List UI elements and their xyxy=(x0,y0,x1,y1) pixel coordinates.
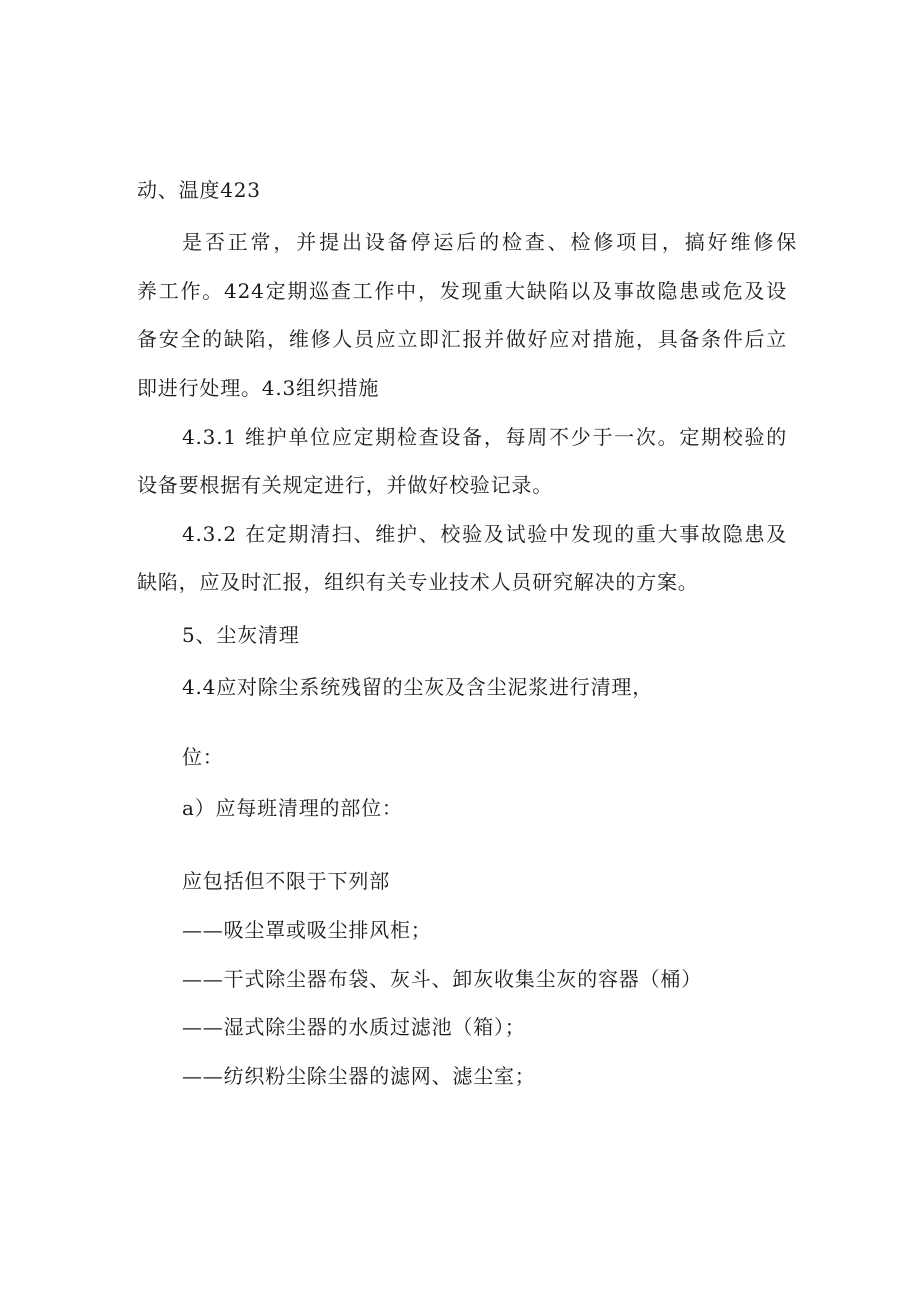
text-line-9: 缺陷，应及时汇报，组织有关专业技术人员研究解决的方案。 xyxy=(137,570,699,594)
list-item-3: ——湿式除尘器的水质过滤池（箱）； xyxy=(182,1015,526,1039)
text-line-5: 即进行处理。4.3组织措施 xyxy=(137,376,380,400)
list-item-2: ——干式除尘器布袋、灰斗、卸灰收集尘灰的容器（桶） xyxy=(182,967,702,991)
text-line-2: 是否正常，并提出设备停运后的检查、检修项目，搞好维修保 xyxy=(182,230,797,254)
text-line-6: 4.3.1 维护单位应定期检查设备，每周不少于一次。定期校验的 xyxy=(182,425,787,449)
text-line-12: 位： xyxy=(182,745,224,769)
text-line-4: 备安全的缺陷，维修人员应立即汇报并做好应对措施，具备条件后立 xyxy=(137,327,787,351)
list-heading: a）应每班清理的部位： xyxy=(182,796,403,820)
text-line-1: 动、温度423 xyxy=(137,178,261,202)
text-line-7: 设备要根据有关规定进行，并做好校验记录。 xyxy=(137,473,553,497)
text-line-3: 养工作。424定期巡查工作中，发现重大缺陷以及事故隐患或危及设 xyxy=(137,279,787,303)
text-line-8: 4.3.2 在定期清扫、维护、校验及试验中发现的重大事故隐患及 xyxy=(182,522,787,546)
list-item-4: ——纺织粉尘除尘器的滤网、滤尘室； xyxy=(182,1064,536,1088)
section-heading: 5、尘灰清理 xyxy=(182,623,300,647)
text-line-11: 4.4应对除尘系统残留的尘灰及含尘泥浆进行清理， xyxy=(182,675,654,699)
list-item-1: ——吸尘罩或吸尘排风柜； xyxy=(182,918,432,942)
text-line-14: 应包括但不限于下列部 xyxy=(182,869,390,893)
